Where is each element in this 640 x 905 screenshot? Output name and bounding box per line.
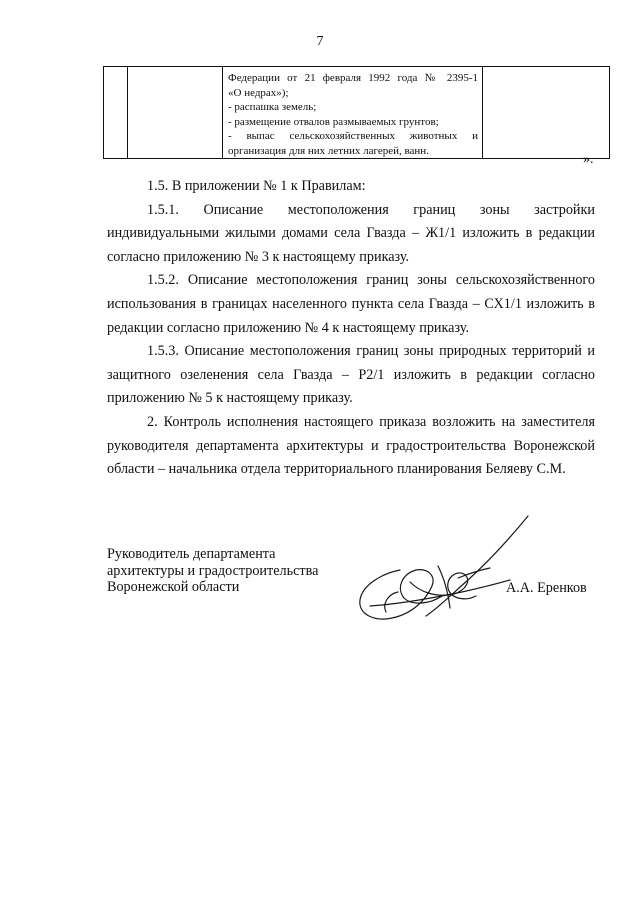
closing-quote: ».: [583, 152, 594, 167]
signatory-position-line: архитектуры и градостроительства: [107, 562, 319, 579]
paragraph-1-5-2: 1.5.2. Описание местоположения границ зоны сельскохозяйственного использования в границах населенного пункта села Гвазда – СХ1/1 изложить в редакции согласно приложению № 4 к настоящему приказу.: [107, 272, 595, 336]
table-cell-notes: [483, 67, 610, 159]
paragraph-1-5-1: 1.5.1. Описание местоположения границ зоны застройки индивидуальными жилыми домами села Гвазда – Ж1/1 изложить в редакции согласно приложению № 3 к настоящему приказу.: [107, 201, 595, 265]
table-text-line: «О недрах»);: [228, 86, 289, 99]
signatory-position-line: Руководитель департамента: [107, 546, 276, 562]
paragraph-2: 2. Контроль исполнения настоящего приказа возложить на заместителя руководителя департамента архитектуры и градостроительства Воронежской области – начальника отдела территориального планирования Беляеву С.М.: [107, 413, 595, 478]
signatory-name: А.А. Еренков: [506, 580, 587, 596]
table-cell-number: [104, 67, 128, 159]
signatory-position-line: Воронежской области: [107, 579, 240, 595]
document-body: [107, 175, 595, 482]
table-text-line: Федерации от 21 февраля 1992 года № 2395-1: [228, 72, 478, 84]
table-text-line: - распашка земель;: [228, 101, 317, 113]
table-text-line: - размещение отвалов размываемых грунтов;: [228, 115, 439, 128]
table-cell-restrictions: [223, 67, 483, 159]
paragraph-1-5: 1.5. В приложении № 1 к Правилам:: [147, 178, 366, 194]
signatory-position: [107, 546, 318, 596]
table-cell-zone: [128, 67, 223, 159]
table-text-line: организация для них летних лагерей, ванн.: [228, 144, 429, 157]
continuation-table: [103, 66, 610, 159]
table-text-line: - выпас сельскохозяйственных животных и: [228, 130, 478, 142]
handwritten-signature: [340, 508, 560, 638]
page-number: 7: [316, 34, 324, 49]
paragraph-1-5-3: 1.5.3. Описание местоположения границ зоны природных территорий и защитного озеленения села Гвазда – Р2/1 изложить в редакции согласно приложению № 5 к настоящему приказу.: [107, 343, 595, 407]
